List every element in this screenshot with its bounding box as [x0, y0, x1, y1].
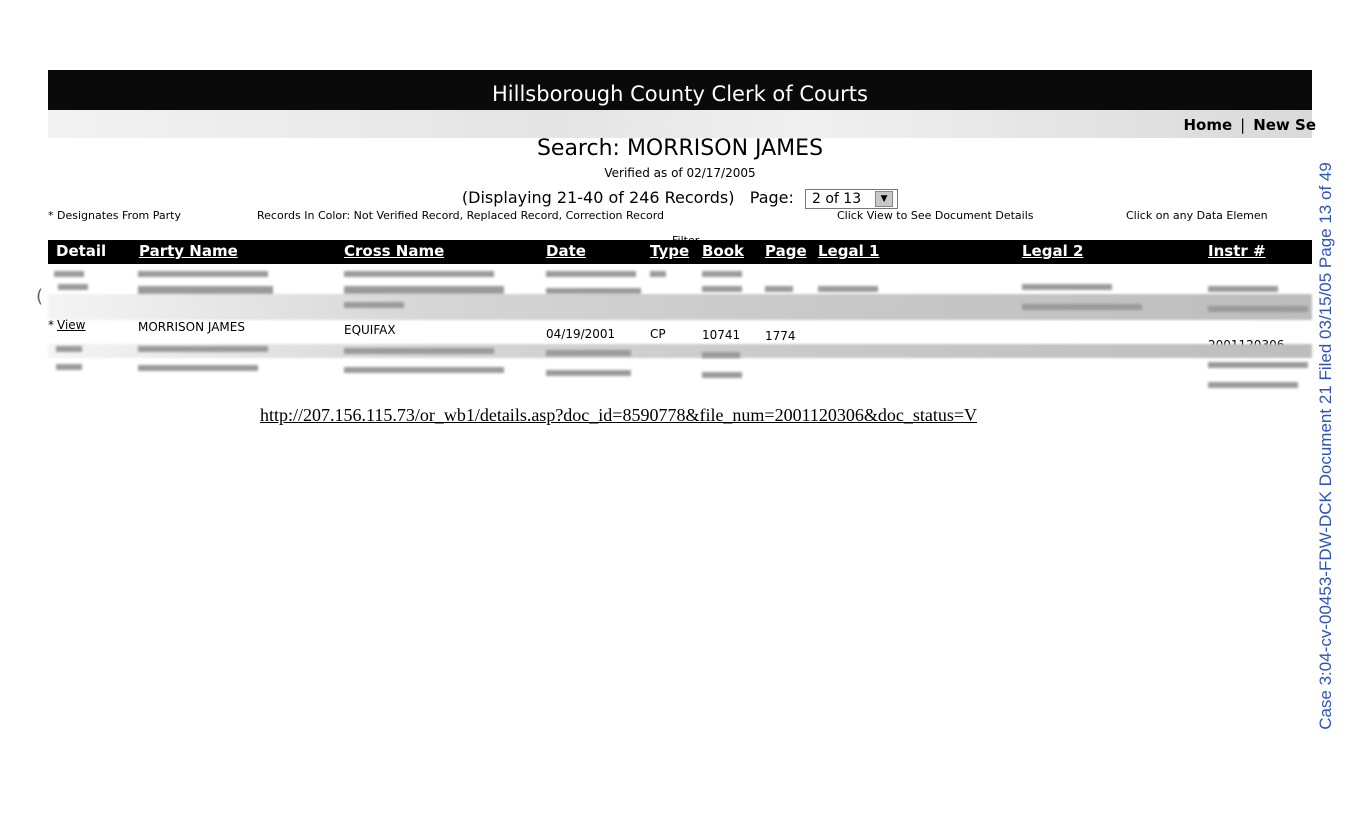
records-color-note: Records In Color: Not Verified Record, Replaced Record, Correction Record [257, 209, 665, 222]
nav-strip [48, 110, 1312, 138]
click-view-note: Click View to See Document Details [837, 209, 1034, 222]
from-party-marker: * [48, 318, 54, 332]
page-cell[interactable]: 1774 [765, 329, 796, 343]
home-link[interactable]: Home [1183, 116, 1233, 134]
site-title-bar [48, 70, 1312, 110]
court-filing-stamp [1313, 83, 1339, 808]
page-select-value: 2 of 13 [811, 190, 862, 207]
redacted-row [48, 338, 1312, 398]
page-label: Page: [749, 188, 794, 207]
date-cell[interactable]: 04/19/2001 [546, 327, 616, 341]
col-legal-1[interactable]: Legal 1 [818, 242, 880, 260]
book-cell[interactable]: 10741 [702, 328, 741, 342]
filing-stamp-text: Case 3:04-cv-00453-FDW-DCK Document 21 Filed 03/15/05 Page 13 of 49 [1316, 161, 1335, 730]
from-party-note: * Designates From Party [48, 209, 181, 222]
table-header [48, 240, 1312, 264]
top-nav [1183, 116, 1316, 134]
cross-name-cell[interactable]: EQUIFAX [344, 323, 396, 337]
document-page [48, 0, 1316, 839]
scan-mark: ( [36, 286, 44, 307]
click-data-note: Click on any Data Elemen [1126, 209, 1268, 222]
displaying-line [48, 188, 1312, 209]
col-cross-name[interactable]: Cross Name [344, 242, 445, 260]
page-select[interactable] [805, 189, 898, 209]
record-count: (Displaying 21-40 of 246 Records) [461, 188, 735, 207]
chevron-down-icon[interactable]: ▼ [875, 191, 893, 207]
col-book[interactable]: Book [702, 242, 745, 260]
search-title: Search: MORRISON JAMES [536, 136, 824, 161]
party-name-cell[interactable]: MORRISON JAMES [138, 320, 245, 334]
new-search-link[interactable]: New Se [1253, 116, 1316, 134]
detail-url[interactable]: http://207.156.115.73/or_wb1/details.asp?doc_id=8590778&file_num=2001120306&doc_status=V [260, 405, 978, 425]
verified-date: Verified as of 02/17/2005 [604, 166, 756, 180]
col-date[interactable]: Date [546, 242, 586, 260]
site-title: Hillsborough County Clerk of Courts [492, 82, 868, 106]
redacted-row [48, 266, 1312, 280]
col-type[interactable]: Type [650, 242, 690, 260]
col-detail: Detail [56, 242, 107, 260]
col-party-name[interactable]: Party Name [139, 242, 238, 260]
view-link[interactable]: View [57, 318, 86, 332]
col-legal-2[interactable]: Legal 2 [1022, 242, 1084, 260]
col-page[interactable]: Page [765, 242, 807, 260]
type-cell[interactable]: CP [650, 327, 666, 341]
nav-separator: | [1240, 116, 1246, 134]
col-instr[interactable]: Instr # [1208, 242, 1266, 260]
